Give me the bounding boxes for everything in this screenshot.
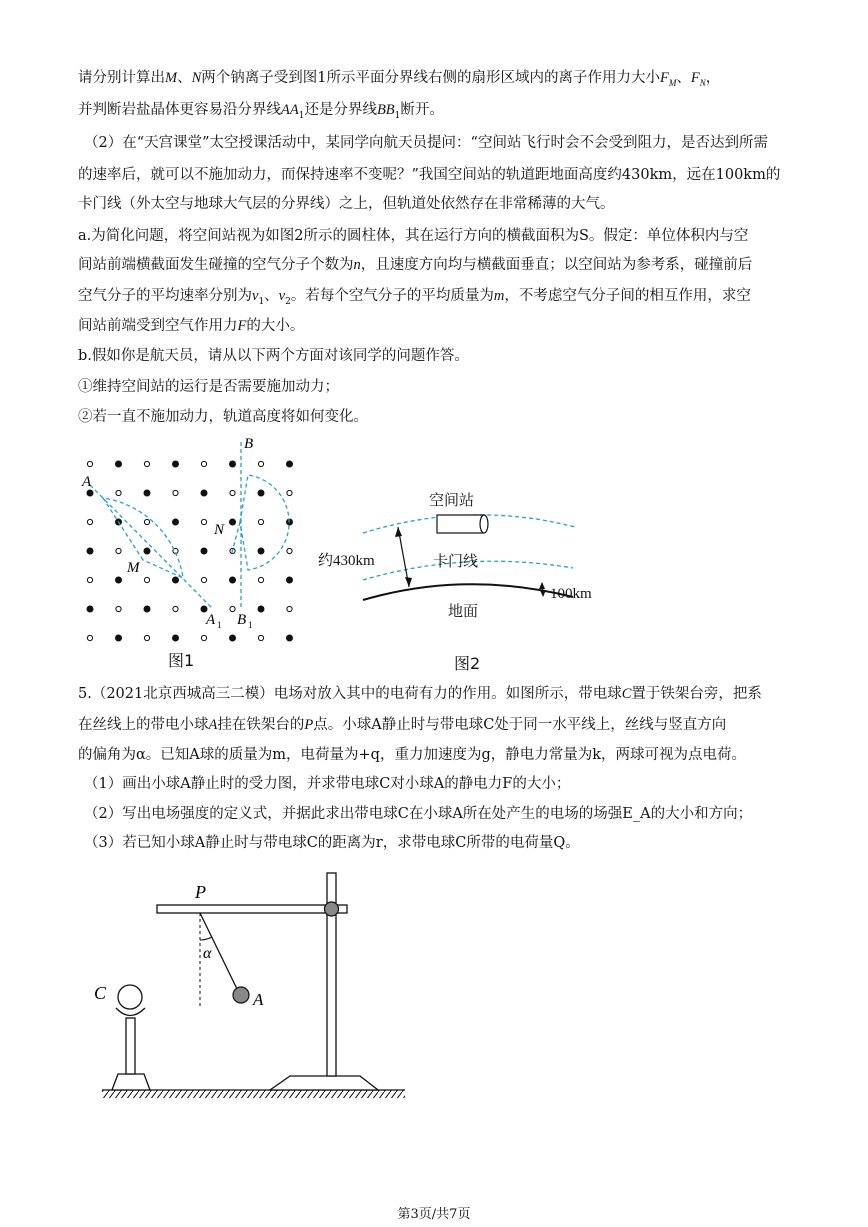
ball-C-base — [112, 1074, 150, 1090]
chloride-ion — [258, 519, 263, 524]
station-icon — [437, 515, 488, 533]
label-M: M — [127, 560, 140, 576]
sodium-ion — [116, 577, 122, 583]
text-line-6: a.为简化问题，将空间站视为如图2所示的圆柱体，其在运行方向的横截面积为S。假定：单位体积内与空 — [78, 228, 749, 244]
chloride-ion — [144, 519, 149, 524]
figure-1-lattice — [70, 430, 310, 645]
label-A1-sub: 1 — [217, 620, 222, 630]
chloride-ion — [87, 577, 92, 582]
label-alpha: α — [203, 945, 212, 962]
clamp — [325, 902, 339, 916]
sector-N — [240, 475, 289, 570]
chloride-ion — [258, 635, 263, 640]
label-100km: 100km — [550, 586, 592, 602]
label-station: 空间站 — [429, 491, 475, 509]
sodium-ion — [230, 635, 236, 641]
sodium-ion — [230, 519, 236, 525]
label-B: B — [244, 436, 254, 452]
sodium-ion — [173, 577, 179, 583]
sodium-ion — [258, 490, 264, 496]
label-P: P — [195, 882, 206, 902]
page-footer: 第3页/共7页 — [397, 1207, 471, 1222]
figure-2-caption: 图2 — [454, 654, 481, 673]
figure-3-apparatus — [90, 868, 410, 1103]
chloride-ion — [173, 606, 178, 611]
q5-line-4: （1）画出小球A静止时的受力图，并求带电球C对小球A的静电力F的大小； — [84, 776, 571, 792]
sodium-ion — [144, 490, 150, 496]
stand-arm — [157, 905, 347, 913]
chloride-ion — [87, 461, 92, 466]
sodium-ion — [258, 606, 264, 612]
ball-C — [118, 985, 142, 1009]
chloride-ion — [258, 577, 263, 582]
text-line-8: 空气分子的平均速率分别为$v_1$、$v_2$。若每个空气分子的平均质量为m，不考虑空气分子间的相互作用，求空 — [78, 288, 751, 307]
q5-line-6: （3）若已知小球A静止时与带电球C的距离为r，求带电球C所带的电荷量Q。 — [84, 835, 580, 851]
sodium-ion — [201, 548, 207, 554]
figure-1-caption: 图1 — [168, 651, 195, 670]
sodium-ion — [144, 606, 150, 612]
chloride-ion — [201, 461, 206, 466]
chloride-ion — [230, 606, 235, 611]
chloride-ion — [287, 490, 292, 495]
text-line-12: ②若一直不施加动力，轨道高度将如何变化。 — [78, 409, 368, 425]
text-line-7: 间站前端横截面发生碰撞的空气分子个数为n，且速度方向均与横截面垂直；以空间站为参考系，碰撞前后 — [78, 257, 753, 273]
chloride-ion — [230, 490, 235, 495]
sodium-ion — [230, 461, 236, 467]
q5-line-5: （2）写出电场强度的定义式，并据此求出带电球C在小球A所在处产生的电场的场强E_A的大小和方向； — [84, 806, 753, 822]
text-line-4: 的速率后，就可以不施加动力，而保持速率不变呢？”我国空间站的轨道距地面高度约430km，远在100km的 — [78, 167, 781, 183]
chloride-ion — [173, 490, 178, 495]
chloride-ion — [201, 519, 206, 524]
chloride-ion — [87, 635, 92, 640]
text-line-5: 卡门线（外太空与地球大气层的分界线）之上，但轨道处依然存在非常稀薄的大气。 — [78, 196, 615, 212]
text-line-9: 间站前端受到空气作用力F的大小。 — [78, 318, 305, 334]
label-N: N — [214, 522, 225, 538]
ball-C-pole — [126, 1018, 135, 1074]
chloride-ion — [287, 606, 292, 611]
label-A: A — [82, 474, 92, 490]
sodium-ion — [173, 461, 179, 467]
sodium-ion — [230, 577, 236, 583]
sodium-ion — [258, 548, 264, 554]
text-line-10: b.假如你是航天员，请从以下两个方面对该同学的问题作答。 — [78, 348, 469, 364]
chloride-ion — [144, 461, 149, 466]
stand-base — [270, 1076, 378, 1090]
text-line-2: 并判断岩盐晶体更容易沿分界线$AA_1$还是分界线$BB_1$断开。 — [78, 102, 444, 121]
text-line-1: 请分别计算出M、N两个钠离子受到图1所示平面分界线右侧的扇形区域内的离子作用力大小$F_M$、$F_N$， — [78, 70, 721, 88]
sodium-ion — [287, 461, 293, 467]
q5-line-3: 的偏角为α。已知A球的质量为m，电荷量为+q，重力加速度为g，静电力常量为k，两球可视为点电荷。 — [78, 747, 747, 763]
sodium-ion — [87, 606, 93, 612]
chloride-ion — [201, 635, 206, 640]
sodium-ion — [87, 490, 93, 496]
sodium-ion — [287, 577, 293, 583]
label-karman-line: 卡门线 — [433, 552, 479, 570]
label-B1-sub: 1 — [248, 620, 253, 630]
label-B1: B — [237, 612, 247, 628]
text-line-3: （2）在“天宫课堂”太空授课活动中，某同学向航天员提问：“空间站飞行时会不会受到阻力，是否达到所需 — [84, 135, 768, 151]
sodium-ion — [116, 635, 122, 641]
text-line-11: ①维持空间站的运行是否需要施加动力； — [78, 379, 339, 395]
chloride-ion — [116, 490, 121, 495]
sodium-ion — [201, 490, 207, 496]
label-430km: 约430km — [318, 553, 375, 569]
chloride-ion — [87, 519, 92, 524]
label-ball-A: A — [253, 990, 264, 1009]
label-A1: A — [206, 612, 216, 628]
sodium-ion — [116, 461, 122, 467]
sodium-ion — [287, 635, 293, 641]
label-ball-C: C — [94, 983, 107, 1003]
sodium-ion — [173, 519, 179, 525]
chloride-ion — [144, 577, 149, 582]
ball-A — [233, 987, 249, 1003]
boundary-AA1 — [90, 485, 212, 608]
sodium-ion — [144, 548, 150, 554]
q5-line-2: 在丝线上的带电小球A挂在铁架台的P点。小球A静止时与带电球C处于同一水平线上，丝线与竖直方向 — [78, 717, 727, 733]
chloride-ion — [144, 635, 149, 640]
label-ground: 地面 — [448, 602, 479, 620]
sodium-ion — [87, 548, 93, 554]
chloride-ion — [287, 548, 292, 553]
chloride-ion — [201, 577, 206, 582]
chloride-ion — [258, 461, 263, 466]
chloride-ion — [116, 606, 121, 611]
sodium-ion — [173, 635, 179, 641]
chloride-ion — [116, 548, 121, 553]
q5-line-1: 5.（2021北京西城高三二模）电场对放入其中的电荷有力的作用。如图所示，带电球C置于铁架台旁，把系 — [78, 686, 762, 702]
